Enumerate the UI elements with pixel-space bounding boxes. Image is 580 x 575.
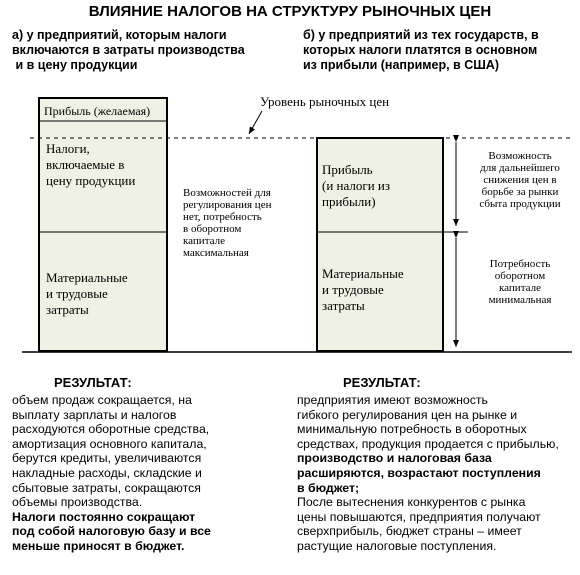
right-result-line: цены повышаются, предприятия получают (297, 509, 541, 524)
right-result-bold-line: в бюджет; (297, 480, 360, 495)
right-note-bottom-line: минимальная (488, 294, 552, 306)
right-header-line: б) у предприятий из тех государств, в (303, 28, 539, 42)
right-costs-line: затраты (322, 298, 365, 313)
left-result-heading: РЕЗУЛЬТАТ: (54, 375, 132, 390)
left-costs-line: затраты (46, 302, 89, 317)
left-note-line: в оборотном (183, 223, 242, 235)
left-taxes-line: включаемые в (46, 157, 125, 172)
right-result-bold-line: производство и налоговая база (297, 451, 492, 466)
left-result-bold-line: под собой налоговую базу и все (12, 524, 211, 539)
right-result-line: После вытеснения конкурентов с рынка (297, 495, 526, 510)
right-note-top-line: сбыта продукции (479, 198, 561, 210)
left-taxes-line: цену продукции (46, 173, 136, 188)
left-result-line: расходуются оборотные средства, (12, 422, 210, 437)
left-header-line: включаются в затраты производства (12, 43, 245, 57)
left-note-line: капитале (183, 235, 225, 247)
right-note-top (465, 150, 575, 210)
left-result-line: берутся кредиты, увеличиваются (12, 451, 202, 466)
left-taxes-line: Налоги, (46, 141, 90, 156)
right-header-line: которых налоги платятся в основном (303, 43, 538, 57)
right-result-line: минимальную потребность в оборотных (297, 422, 527, 437)
left-header-line: а) у предприятий, которым налоги (12, 28, 227, 42)
left-costs-line: Материальные (46, 270, 128, 285)
right-note-bottom-line: Потребность (489, 258, 551, 270)
right-costs-line: Материальные (322, 266, 404, 281)
left-result-line: накладные расходы, складские и (12, 465, 202, 480)
page-title: ВЛИЯНИЕ НАЛОГОВ НА СТРУКТУРУ РЫНОЧНЫХ ЦЕН (88, 3, 492, 20)
right-header-line: из прибыли (например, в США) (303, 58, 499, 72)
right-result-line: предприятия имеют возможность (297, 393, 488, 407)
market-level-pointer (249, 111, 262, 134)
right-profit-line: прибыли) (322, 194, 376, 209)
left-result-bold-line: меньше приносят в бюджет. (12, 538, 185, 553)
right-note-bottom-line: капитале (499, 282, 541, 294)
right-result-bold-line: расширяются, возрастают поступления (297, 465, 541, 480)
right-result-line: гибкого регулирования цен на рынке и (297, 407, 518, 422)
right-result-heading: РЕЗУЛЬТАТ: (343, 375, 421, 390)
right-note-bottom-line: оборотном (494, 270, 546, 282)
right-result-line: средствах, продукция продается с прибылью, (297, 436, 559, 451)
right-note-bottom (465, 258, 575, 306)
left-result-bold-line: Налоги постоянно сокращают (12, 509, 196, 524)
left-note-line: нет, потребность (183, 211, 262, 223)
left-result-line: объем продаж сокращается, на (12, 393, 192, 407)
left-result-line: объемы производства. (12, 495, 143, 510)
left-result-line: выплату зарплаты и налогов (12, 407, 177, 422)
right-profit-line: Прибыль (322, 162, 373, 177)
left-result-line: сбытовые затраты, сокращаются (12, 480, 201, 495)
right-note-top-line: Возможность (488, 150, 552, 162)
left-profit-label: Прибыль (желаемая) (44, 104, 151, 118)
right-note-top-line: снижения цен в (483, 174, 557, 186)
left-note-line: Возможностей для (183, 187, 271, 199)
left-note-line: максимальная (183, 247, 249, 259)
left-note-line: регулирования цен (183, 199, 272, 211)
right-result-line: сверхприбыль, бюджет страны – имеет (297, 524, 522, 539)
left-result-line: амортизация основного капитала, (12, 436, 207, 451)
left-header-line: и в цену продукции (12, 58, 138, 72)
right-profit-line: (и налоги из (322, 178, 390, 193)
left-result-text (12, 393, 211, 554)
left-costs-line: и трудовые (46, 286, 108, 301)
left-note (183, 187, 271, 259)
right-note-top-line: для дальнейшего (480, 162, 560, 174)
right-result-line: растущие налоговые поступления. (297, 538, 497, 553)
right-note-top-line: борьбе за рынки (481, 186, 559, 198)
right-result-text (297, 393, 559, 554)
right-costs-line: и трудовые (322, 282, 384, 297)
market-level-label: Уровень рыночных цен (260, 94, 390, 109)
